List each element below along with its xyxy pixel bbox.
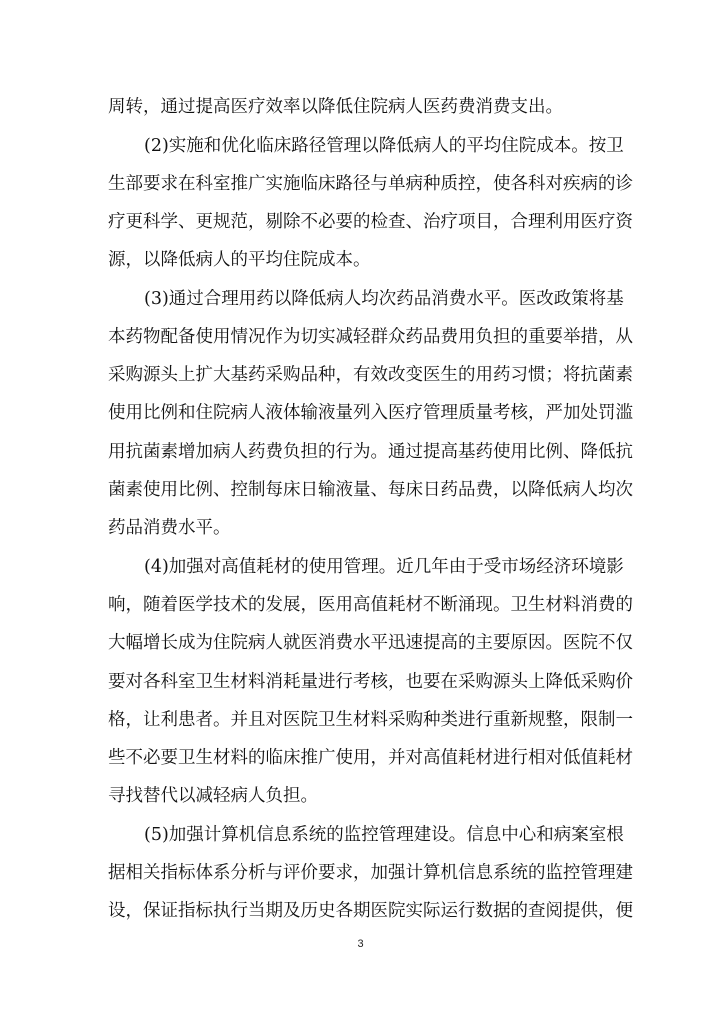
text-line: 据相关指标体系分析与评价要求，加强计算机信息系统的监控管理建 xyxy=(108,863,633,883)
text-line: 生部要求在科室推广实施临床路径与单病种质控，使各科对疾病的诊 xyxy=(108,174,633,194)
paragraph-5-heading-line: (5)加强计算机信息系统的监控管理建设。信息中心和病案室根 xyxy=(144,825,624,845)
text-line: 设，保证指标执行当期及历史各期医院实际运行数据的查阅提供，便 xyxy=(108,901,633,921)
text-line: 药品消费水平。 xyxy=(108,518,231,538)
text-line: 响，随着医学技术的发展，医用高值耗材不断涌现。卫生材料消费的 xyxy=(108,595,633,615)
paragraph-4-heading-line: (4)加强对高值耗材的使用管理。近几年由于受市场经济环境影 xyxy=(144,557,624,577)
text-line: 疗更科学、更规范，剔除不必要的检查、治疗项目，合理利用医疗资 xyxy=(108,212,633,232)
text-line: 些不必要卫生材料的临床推广使用，并对高值耗材进行相对低值耗材 xyxy=(108,748,633,768)
text-line: 格，让利患者。并且对医院卫生材料采购种类进行重新规整，限制一 xyxy=(108,710,633,730)
text-line: 采购源头上扩大基药采购品种，有效改变医生的用药习惯；将抗菌素 xyxy=(108,365,633,385)
text-line: 要对各科室卫生材料消耗量进行考核，也要在采购源头上降低采购价 xyxy=(108,672,633,692)
text-line: 用抗菌素增加病人药费负担的行为。通过提高基药使用比例、降低抗 xyxy=(108,442,633,462)
text-line: 本药物配备使用情况作为切实减轻群众药品费用负担的重要举措，从 xyxy=(108,327,633,347)
text-line: 周转，通过提高医疗效率以降低住院病人医药费消费支出。 xyxy=(108,97,563,117)
page-number: 3 xyxy=(357,938,364,950)
text-line: 菌素使用比例、控制每床日输液量、每床日药品费，以降低病人均次 xyxy=(108,480,633,500)
text-line: 寻找替代以减轻病人负担。 xyxy=(108,786,318,806)
paragraph-2-heading-line: (2)实施和优化临床路径管理以降低病人的平均住院成本。按卫 xyxy=(144,136,624,156)
text-line: 使用比例和住院病人液体输液量列入医疗管理质量考核，严加处罚滥 xyxy=(108,403,633,423)
text-line: 源，以降低病人的平均住院成本。 xyxy=(108,250,371,270)
paragraph-3-heading-line: (3)通过合理用药以降低病人均次药品消费水平。医改政策将基 xyxy=(144,289,624,309)
text-line: 大幅增长成为住院病人就医消费水平迅速提高的主要原因。医院不仅 xyxy=(108,633,633,653)
